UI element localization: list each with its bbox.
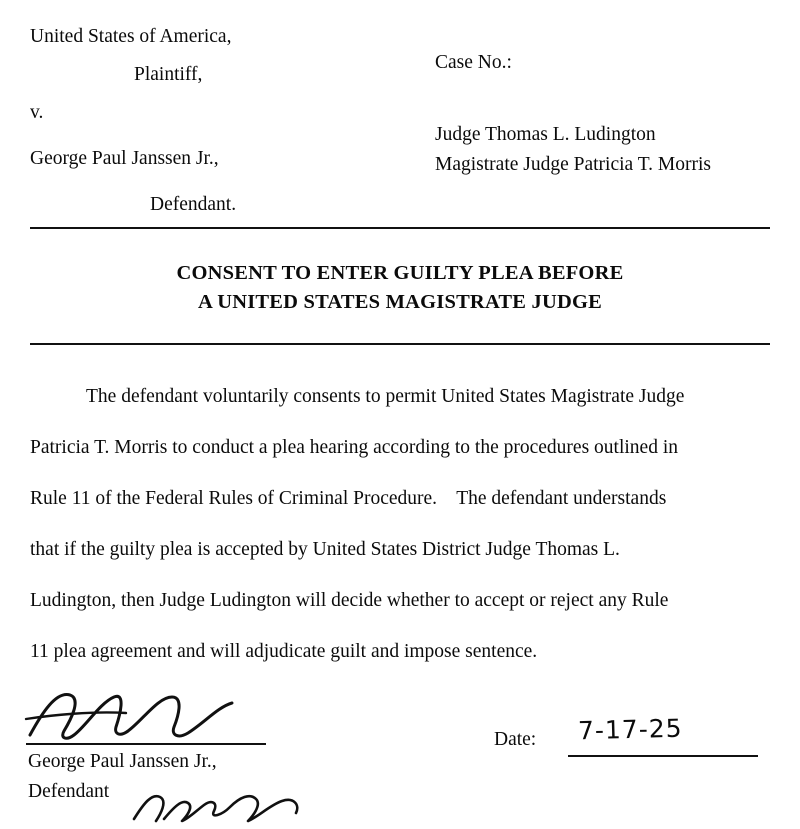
title-line-2: A UNITED STATES MAGISTRATE JUDGE: [198, 291, 602, 313]
case-caption: [0, 0, 800, 215]
date-value: 7-17-25: [577, 713, 683, 746]
body-paragraph-line: that if the guilty plea is accepted by United States District Judge Thomas L.: [30, 539, 620, 560]
caption-court-info: [435, 22, 795, 180]
caption-parties: [30, 22, 420, 220]
body-paragraph-line: Rule 11 of the Federal Rules of Criminal Procedure. The defendant understands: [30, 488, 667, 509]
body-paragraph-line: 11 plea agreement and will adjudicate guilt and impose sentence.: [30, 641, 538, 662]
signature-rule: [26, 743, 266, 745]
defendant-label: Defendant.: [150, 194, 237, 215]
defendant-signature-mark: [22, 685, 252, 747]
document-title: [0, 229, 800, 343]
body-paragraph-line: The defendant voluntarily consents to permit United States Magistrate Judge: [86, 386, 685, 407]
signer-role: Defendant: [28, 781, 110, 802]
body-paragraph-line: Patricia T. Morris to conduct a plea hearing according to the procedures outlined in: [30, 437, 678, 458]
versus-label: v.: [30, 102, 44, 123]
district-judge: Judge Thomas L. Ludington: [435, 124, 656, 145]
plaintiff-name: United States of America,: [30, 26, 232, 47]
magistrate-judge: Magistrate Judge Patricia T. Morris: [435, 154, 712, 175]
case-number-label: Case No.:: [435, 52, 512, 73]
second-signature-mark: [130, 789, 340, 829]
date-label: Date:: [494, 729, 537, 750]
date-rule: [568, 755, 758, 757]
plaintiff-label: Plaintiff,: [134, 64, 203, 85]
signer-name: George Paul Janssen Jr.,: [28, 751, 217, 772]
title-line-1: CONSENT TO ENTER GUILTY PLEA BEFORE: [176, 262, 624, 284]
document-body: [0, 345, 800, 677]
body-paragraph-line: Ludington, then Judge Ludington will decide whether to accept or reject any Rule: [30, 590, 669, 611]
signature-block: [0, 693, 800, 803]
defendant-name: George Paul Janssen Jr.,: [30, 148, 219, 169]
